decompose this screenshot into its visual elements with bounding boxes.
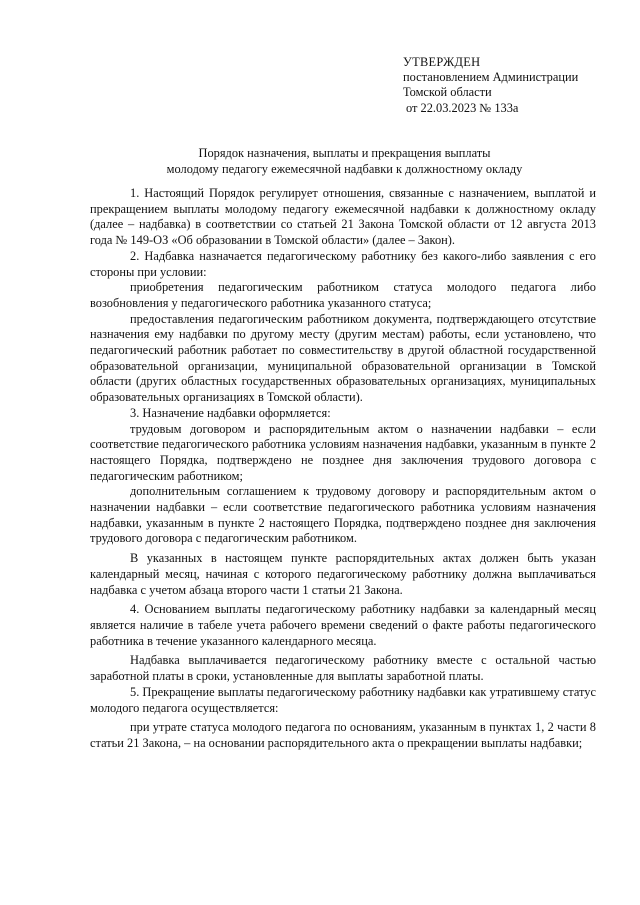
paragraph: предоставления педагогическим работником документа, подтверждающего отсутствие назначения ему надбавки по другому месту (другим местам) работы, если установлено, что педагогический работник работает по совместительству в другой областной государственной образовательной организации, муниципальной образовательной организации в Томской области (других областных государственных образовательных организациях, муниципальных образовательных организациях в Томской области). [90, 311, 596, 405]
paragraph: трудовым договором и распорядительным актом о назначении надбавки – если соответствие педагогического работника условиям назначения надбавки, указанным в пункте 2 настоящего Порядка, подтверждено не позднее дня заключения трудового договора с педагогическим работником; [90, 421, 596, 483]
paragraph: приобретения педагогическим работником статуса молодого педагога либо возобновления у педагогического работника указанного статуса; [90, 280, 596, 310]
approval-stamp [403, 55, 578, 116]
paragraph: 5. Прекращение выплаты педагогическому работнику надбавки как утратившему статус молодого педагога осуществляется: [90, 684, 596, 715]
title-line-1: Порядок назначения, выплаты и прекращения выплаты [198, 146, 491, 160]
paragraph: дополнительным соглашением к трудовому договору и распорядительным актом о назначении надбавки – если соответствие педагогического работника условиям назначения надбавки, указанным в пункте 2 настоящего Порядка, подтверждено позднее дня заключения трудового договора с педагогическим работником. [90, 484, 596, 546]
approval-date: от 22.03.2023 № 133а [406, 100, 519, 115]
title-line-2: молодому педагогу ежемесячной надбавки к должностному окладу [166, 162, 523, 177]
paragraph: 1. Настоящий Порядок регулирует отношения, связанные с назначением, выплатой и прекращением выплаты молодому педагогу ежемесячной надбавки к должностному окладу (далее – надбавка) в соответствии со статьей 21 Закона Томской области от 12 августа 2013 года № 149-ОЗ «Об образовании в Томской области» (далее – Закон). [90, 186, 596, 248]
paragraph: 4. Основанием выплаты педагогическому работнику надбавки за календарный месяц является наличие в табеле учета рабочего времени сведений о факте работы педагогического работника в течение указанного календарного месяца. [90, 602, 596, 648]
paragraph: 2. Надбавка назначается педагогическому работнику без какого-либо заявления с его стороны при условии: [90, 248, 596, 279]
paragraph: при утрате статуса молодого педагога по основаниям, указанным в пунктах 1, 2 части 8 статьи 21 Закона, – на основании распорядительного акта о прекращении выплаты надбавки; [90, 720, 596, 750]
paragraph: В указанных в настоящем пункте распорядительных актах должен быть указан календарный месяц, начиная с которого педагогическому работнику должна выплачиваться надбавка с учетом абзаца второго части 1 статьи 21 Закона. [90, 551, 596, 597]
document-title [96, 145, 593, 177]
paragraph: Надбавка выплачивается педагогическому работнику вместе с остальной частью заработной платы в сроки, установленные для выплаты заработной платы. [90, 653, 596, 684]
paragraph: 3. Назначение надбавки оформляется: [130, 405, 331, 420]
document-body [90, 186, 596, 752]
approval-line-1: постановлением Администрации [403, 70, 579, 85]
approval-line-2: Томской области [403, 85, 492, 100]
approval-heading: УТВЕРЖДЕН [403, 55, 481, 69]
